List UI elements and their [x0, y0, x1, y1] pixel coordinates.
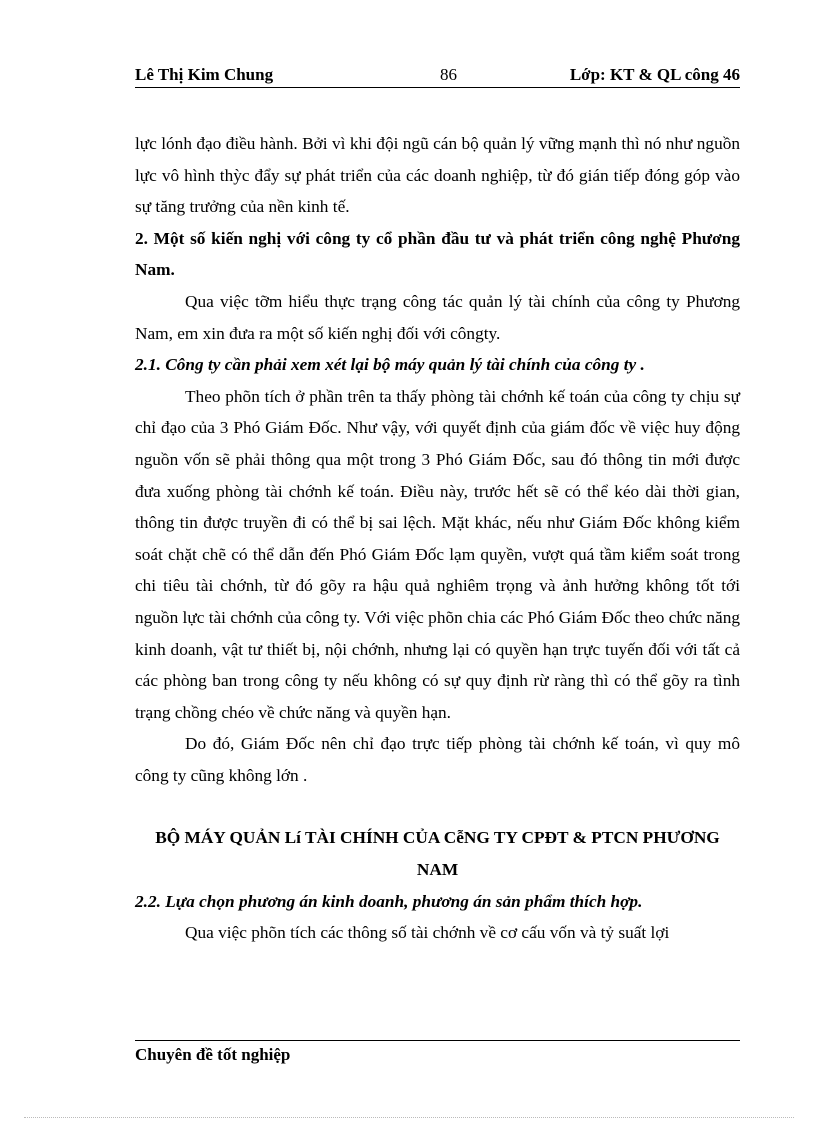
paragraph-intro-recommendations: Qua việc tỡm hiểu thực trạng công tác quản lý tài chính của công ty Phương Nam, em xin đưa ra một số kiến nghị đối với côngty.: [135, 291, 740, 343]
diagram-title: BỘ MÁY QUẢN Lí TÀI CHÍNH CỦA CễNG TY CPĐT & PTCN PHƯƠNG NAM: [155, 828, 720, 880]
page-header: [135, 63, 740, 88]
footer-label: Chuyên đề tốt nghiệp: [135, 1045, 291, 1064]
header-class-label: Lớp: KT & QL công 46: [569, 65, 740, 84]
header-author: Lê Thị Kim Chung: [135, 65, 274, 84]
section-heading-2: 2. Một số kiến nghị với công ty cổ phần đầu tư và phát triển công nghệ Phương Nam.: [135, 228, 740, 280]
subsection-heading-2-2: 2.2. Lựa chọn phương án kinh doanh, phương án sản phẩm thích hợp.: [135, 891, 643, 911]
page-footer: [135, 1040, 740, 1065]
header-page-number: 86: [440, 65, 457, 84]
spacer: [135, 791, 740, 822]
paragraph-analysis: Theo phõn tích ở phần trên ta thấy phòng tài chớnh kế toán của công ty chịu sự chỉ đạo của 3 Phó Giám Đốc. Như vậy, với quyết định của giám đốc về việc huy động nguồn vốn sẽ phải thông qua một trong 3 Phó Giám Đốc, sau đó thông tin mới được đưa xuống phòng tài chớnh kế toán. Điều này, trước hết sẽ có thể kéo dài thời gian, thông tin được truyền đi có thể bị sai lệch. Mặt khác, nếu như Giám Đốc không kiểm soát chặt chẽ có thể dẫn đến Phó Giám Đốc lạm quyền, vượt quá tầm kiểm soát trong chi tiêu tài chớnh, từ đó gõy ra hậu quả nghiêm trọng và ảnh hưởng không tốt tới nguồn lực tài chớnh của công ty. Với việc phõn chia các Phó Giám Đốc theo chức năng kinh doanh, vật tư thiết bị, nội chớnh, nhưng lại có quyền hạn trực tuyến đối với tất cả các phòng ban trong công ty nếu không có sự quy định rừ ràng thì có thể gõy ra tình trạng chồng chéo về chức năng và quyền hạn.: [135, 386, 740, 722]
paragraph-financial-analysis: Qua việc phõn tích các thông số tài chớnh về cơ cấu vốn và tỷ suất lợi: [185, 923, 670, 943]
paragraph-conclusion: Do đó, Giám Đốc nên chỉ đạo trực tiếp phòng tài chớnh kế toán, vì quy mô công ty cũng không lớn .: [135, 734, 740, 785]
subsection-heading-2-1: 2.1. Công ty cần phải xem xét lại bộ máy quản lý tài chính của công ty .: [135, 355, 645, 375]
page-bottom-divider: [24, 1117, 794, 1118]
page-body: [135, 128, 740, 949]
paragraph-leadership: lực lónh đạo điều hành. Bởi vì khi đội ngũ cán bộ quản lý vững mạnh thì nó như nguồn lực vô hình thỳc đẩy sự phát triển của các doanh nghiệp, từ đó gián tiếp đóng góp vào sự tăng trưởng của nền kinh tế.: [135, 134, 740, 217]
